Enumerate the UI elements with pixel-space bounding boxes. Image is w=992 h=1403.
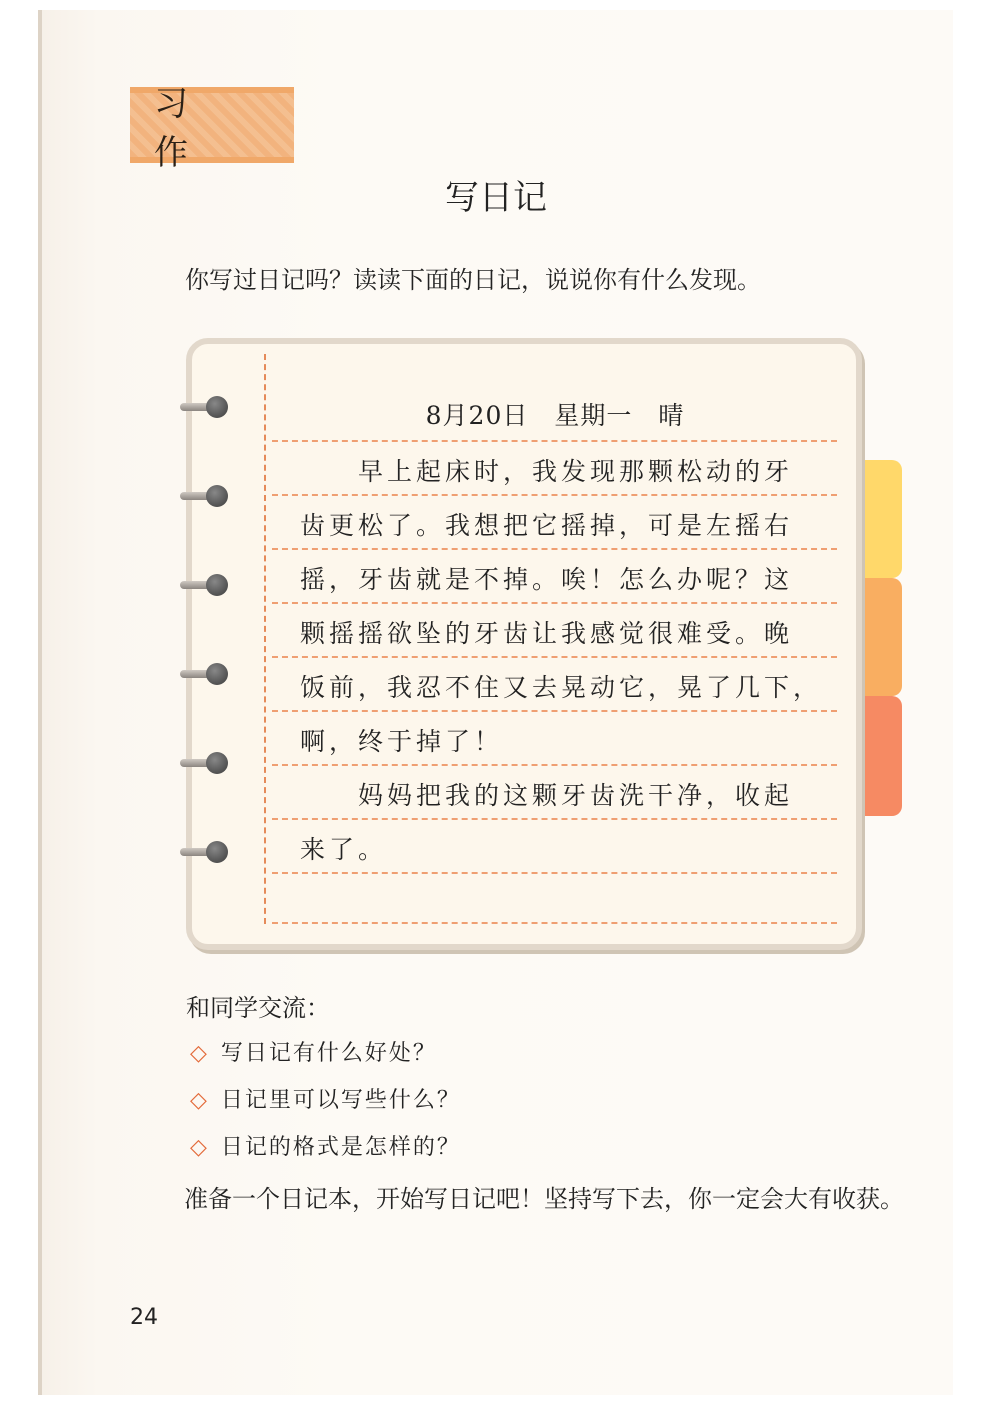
question-text: 日记的格式是怎样的？: [220, 1135, 461, 1160]
diamond-bullet-icon: ◇: [190, 1135, 207, 1160]
page-number: 24: [130, 1305, 158, 1330]
discussion-question: [190, 1130, 461, 1161]
diary-line: 啊，终于掉了！: [300, 727, 504, 756]
ruled-line: [272, 818, 837, 820]
binder-ring-icon: [180, 840, 228, 864]
ruled-line: [272, 764, 837, 766]
page-title: 写日记: [445, 178, 547, 218]
diary-line: 饭前，我忍不住又去晃动它，晃了几下，: [300, 673, 823, 702]
ruled-line: [272, 548, 837, 550]
discussion-question: [190, 1036, 437, 1067]
closing-paragraph: 准备一个日记本，开始写日记吧！坚持写下去，你一定会大有收获。: [184, 1185, 904, 1213]
diary-line: 早上起床时，我发现那颗松动的牙: [358, 457, 794, 486]
diary-line: 齿更松了。我想把它摇掉，可是左摇右: [300, 511, 794, 540]
intro-text: 你写过日记吗？读读下面的日记，说说你有什么发现。: [185, 266, 761, 294]
diary-date-line: 8月20日 星期一 晴: [425, 401, 685, 430]
discussion-heading: 和同学交流：: [186, 994, 330, 1022]
ruled-line: [272, 710, 837, 712]
question-text: 日记里可以写些什么？: [220, 1088, 461, 1113]
binder-ring-icon: [180, 573, 228, 597]
binder-ring-icon: [180, 662, 228, 686]
binder-ring-icon: [180, 395, 228, 419]
section-tag: [130, 84, 294, 173]
binder-ring-icon: [180, 751, 228, 775]
binder-ring-icon: [180, 484, 228, 508]
question-text: 写日记有什么好处？: [220, 1041, 437, 1066]
ruled-line: [272, 494, 837, 496]
discussion-question: [190, 1083, 461, 1114]
diamond-bullet-icon: ◇: [190, 1088, 207, 1113]
ruled-line: [272, 872, 837, 874]
ruled-line: [272, 602, 837, 604]
notebook-margin-line: [264, 354, 266, 924]
section-label: 习 作: [154, 84, 216, 173]
ruled-line: [272, 656, 837, 658]
diary-line: 摇，牙齿就是不掉。唉！怎么办呢？这: [300, 565, 794, 594]
diamond-bullet-icon: ◇: [190, 1041, 207, 1066]
diary-line: 来了。: [300, 835, 388, 864]
ruled-line: [272, 922, 837, 924]
ruled-line: [272, 440, 837, 442]
diary-line: 颗摇摇欲坠的牙齿让我感觉很难受。晚: [300, 619, 794, 648]
diary-line: 妈妈把我的这颗牙齿洗干净，收起: [358, 781, 794, 810]
